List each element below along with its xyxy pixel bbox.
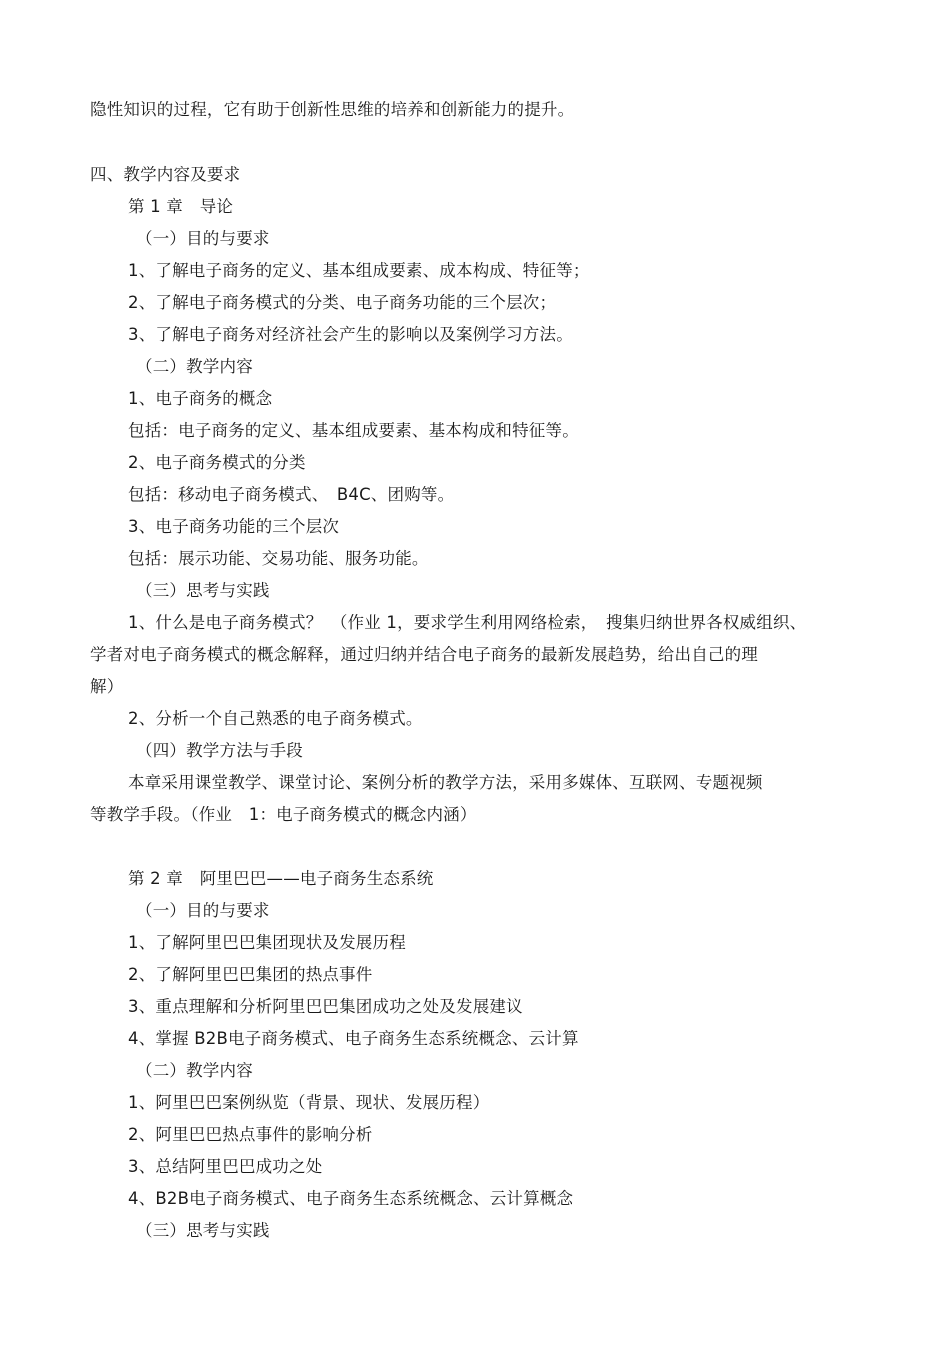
chapter-2-content-item: 1、阿里巴巴案例纵览（背景、现状、发展历程） bbox=[128, 1093, 490, 1112]
chapter-1-content-item: 1、电子商务的概念 bbox=[128, 389, 273, 408]
chapter-1-content-detail: 包括：电子商务的定义、基本组成要素、基本构成和特征等。 bbox=[128, 421, 579, 440]
chapter-2-content-item: 3、总结阿里巴巴成功之处 bbox=[128, 1157, 323, 1176]
chapter-1-practice-item: 1、什么是电子商务模式？ （作业 1，要求学生利用网络检索， 搜集归纳世界各权威组织、 bbox=[128, 613, 807, 632]
chapter-1-practice-continuation: 解） bbox=[90, 677, 124, 696]
chapter-2-goals-heading: （一）目的与要求 bbox=[136, 901, 270, 920]
chapter-1-goal: 2、了解电子商务模式的分类、电子商务功能的三个层次； bbox=[128, 293, 557, 312]
intro-continuation: 隐性知识的过程，它有助于创新性思维的培养和创新能力的提升。 bbox=[90, 100, 575, 119]
chapter-1-practice-continuation: 学者对电子商务模式的概念解释，通过归纳并结合电子商务的最新发展趋势，给出自己的理 bbox=[90, 645, 758, 664]
chapter-1-content-detail: 包括：移动电子商务模式、 B4C、团购等。 bbox=[128, 485, 455, 504]
chapter-2-goal: 1、了解阿里巴巴集团现状及发展历程 bbox=[128, 933, 406, 952]
chapter-2-goal: 3、重点理解和分析阿里巴巴集团成功之处及发展建议 bbox=[128, 997, 523, 1016]
chapter-1-methods-text: 等教学手段。（作业 1：电子商务模式的概念内涵） bbox=[90, 805, 477, 824]
chapter-2-practice-heading: （三）思考与实践 bbox=[136, 1221, 270, 1240]
chapter-1-title: 第 1 章 导论 bbox=[128, 197, 234, 216]
chapter-1-content-detail: 包括：展示功能、交易功能、服务功能。 bbox=[128, 549, 429, 568]
chapter-1-practice-item: 2、分析一个自己熟悉的电子商务模式。 bbox=[128, 709, 423, 728]
chapter-1-goals-heading: （一）目的与要求 bbox=[136, 229, 270, 248]
chapter-1-methods-text: 本章采用课堂教学、课堂讨论、案例分析的教学方法，采用多媒体、互联网、专题视频 bbox=[128, 773, 763, 792]
chapter-1-goal: 3、了解电子商务对经济社会产生的影响以及案例学习方法。 bbox=[128, 325, 573, 344]
chapter-2-goal: 4、掌握 B2B电子商务模式、电子商务生态系统概念、云计算 bbox=[128, 1029, 579, 1048]
section-heading: 四、教学内容及要求 bbox=[90, 165, 241, 184]
chapter-1-methods-heading: （四）教学方法与手段 bbox=[136, 741, 303, 760]
chapter-1-content-item: 2、电子商务模式的分类 bbox=[128, 453, 306, 472]
chapter-2-content-item: 2、阿里巴巴热点事件的影响分析 bbox=[128, 1125, 373, 1144]
chapter-2-content-heading: （二）教学内容 bbox=[136, 1061, 253, 1080]
chapter-2-title: 第 2 章 阿里巴巴——电子商务生态系统 bbox=[128, 869, 434, 888]
chapter-1-content-heading: （二）教学内容 bbox=[136, 357, 253, 376]
chapter-1-practice-heading: （三）思考与实践 bbox=[136, 581, 270, 600]
chapter-2-content-item: 4、B2B电子商务模式、电子商务生态系统概念、云计算概念 bbox=[128, 1189, 574, 1208]
chapter-1-content-item: 3、电子商务功能的三个层次 bbox=[128, 517, 340, 536]
chapter-2-goal: 2、了解阿里巴巴集团的热点事件 bbox=[128, 965, 373, 984]
chapter-1-goal: 1、了解电子商务的定义、基本组成要素、成本构成、特征等； bbox=[128, 261, 590, 280]
